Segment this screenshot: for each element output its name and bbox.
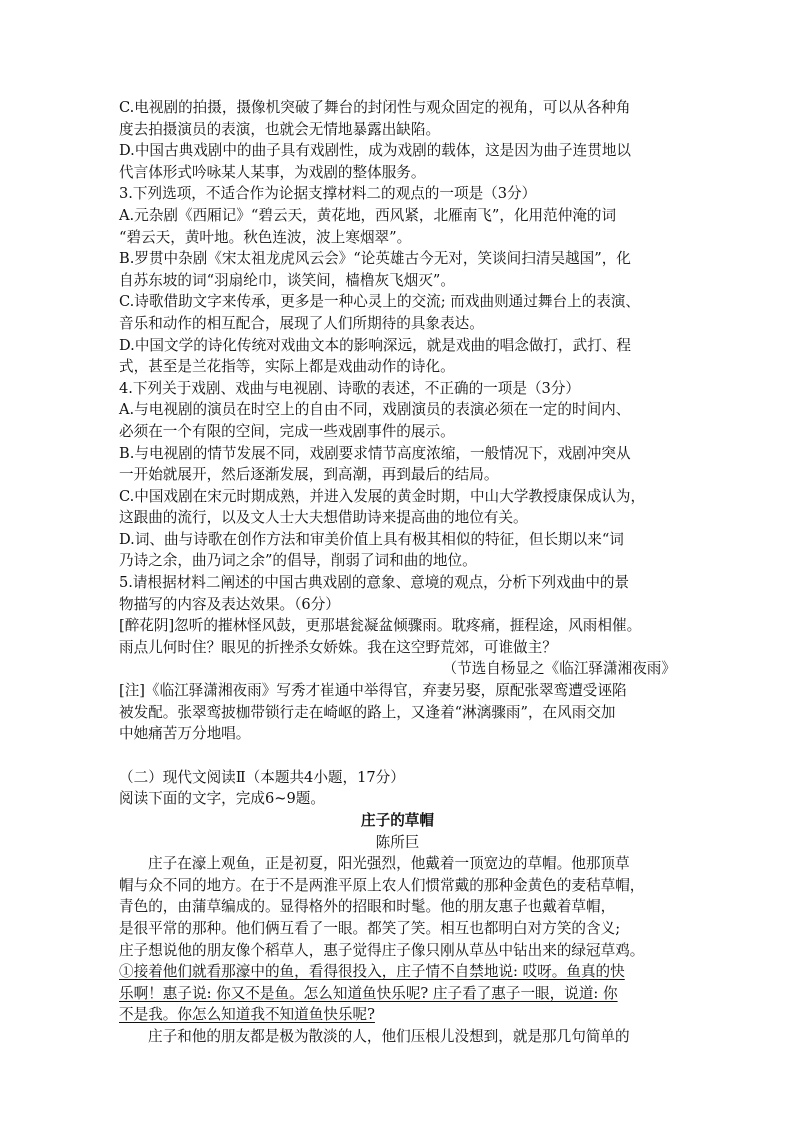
- text-line: 一开始就展开，然后逐渐发展，到高潮，再到最后的结局。: [119, 466, 499, 484]
- text-line: “碧云天，黄叶地。秋色连波，波上寒烟翠”。: [119, 228, 412, 246]
- text-line: C.诗歌借助文字来传承，更多是一种心灵上的交流; 而戏曲则通过舞台上的表演、: [119, 293, 641, 311]
- section-heading: （二）现代文阅读Ⅱ（本题共4小题，17分）: [119, 768, 405, 786]
- text-line: A.与电视剧的演员在时空上的自由不同，戏剧演员的表演必须在一定的时间内、: [119, 401, 631, 419]
- paragraph-line: 青色的，由蒲草编成的。显得格外的招眼和时髦。他的朋友惠子也戴着草帽，: [119, 898, 616, 916]
- paragraph-line: 庄子想说他的朋友像个稻草人，惠子觉得庄子像只刚从草丛中钻出来的绿冠草鸡。: [119, 941, 645, 959]
- underlined-text: ①接着他们就看那濠中的鱼，看得很投入，庄子情不自禁地说: 哎呀。鱼真的快: [119, 963, 625, 981]
- text-line: C.中国戏剧在宋元时期成熟，并进入发展的黄金时期，中山大学教授康保成认为，: [119, 487, 646, 505]
- text-line: D.中国文学的诗化传统对戏曲文本的影响深远，就是戏曲的唱念做打，武打、程: [119, 336, 632, 354]
- text-line: B.与电视剧的情节发展不同，戏剧要求情节高度浓缩，一般情况下，戏剧冲突从: [119, 444, 631, 462]
- note-line: 被发配。张翠鸾披枷带锁行走在崎岖的路上，又逢着“淋漓骤雨”，在风雨交加: [119, 703, 616, 721]
- note-line: [注]《临江驿潇湘夜雨》写秀才崔通中举得官，弃妻另娶，原配张翠鸾遭受诬陷: [119, 682, 627, 700]
- underlined-line: [119, 961, 676, 983]
- paragraph-line: 是很平常的那种。他们俩互看了一眼。都笑了笑。相互也都明白对方笑的含义;: [119, 919, 621, 937]
- document-page: [119, 97, 676, 1048]
- underlined-text: 不是我。你怎么知道我不知道鱼快乐呢?: [119, 1006, 375, 1024]
- text-line: 必须在一个有限的空间，完成一些戏剧事件的展示。: [119, 422, 455, 440]
- text-line: 物描写的内容及表达效果。（6分）: [119, 595, 340, 613]
- question-5: 5.请根据材料二阐述的中国古典戏剧的意象、意境的观点，分析下列戏曲中的景: [119, 574, 630, 592]
- text-line: 音乐和动作的相互配合，展现了人们所期待的具象表达。: [119, 314, 484, 332]
- story-title: 庄子的草帽: [361, 812, 434, 829]
- text-line: A.元杂剧《西厢记》“碧云天，黄花地，西风紧，北雁南飞”，化用范仲淹的词: [119, 206, 617, 224]
- story-author: 陈所巨: [375, 833, 420, 851]
- text-line: B.罗贯中杂剧《宋太祖龙虎风云会》“论英雄古今无对，笑谈间扫清吴越国”，化: [119, 250, 631, 268]
- paragraph-line: 庄子和他的朋友都是极为散淡的人，他们压根儿没想到，就是那几句简单的: [148, 1027, 630, 1045]
- text-line: D.词、曲与诗歌在创作方法和审美价值上具有极其相似的特征，但长期以来“词: [119, 530, 624, 548]
- paragraph-line: 帽与众不同的地方。在于不是两淮平原上农人们惯常戴的那种金黄色的麦秸草帽，: [119, 876, 645, 894]
- paragraph-line: 庄子在濠上观鱼，正是初夏，阳光强烈，他戴着一顶宽边的草帽。他那顶草: [148, 855, 630, 873]
- question-4: 4.下列关于戏剧、戏曲与电视剧、诗歌的表述，不正确的一项是（3分）: [119, 379, 581, 397]
- verse-line: 雨点儿何时住？眼见的折挫杀女娇姝。我在这空野荒郊，可谁做主？: [119, 638, 557, 656]
- text-line: 乃诗之余，曲乃词之余”的倡导，削弱了词和曲的地位。: [119, 552, 477, 570]
- spacer: [119, 745, 676, 767]
- note-line: 中她痛苦万分地唱。: [119, 725, 251, 743]
- question-3: 3.下列选项，不适合作为论据支撑材料二的观点的一项是（3分）: [119, 185, 537, 203]
- text-line: 度去拍摄演员的表演，也就会无情地暴露出缺陷。: [119, 120, 441, 138]
- underlined-line: [119, 1004, 676, 1026]
- text-line: C.电视剧的拍摄，摄像机突破了舞台的封闭性与观众固定的视角，可以从各种角: [119, 99, 631, 116]
- source-citation: （节选自杨显之《临江驿潇湘夜雨》: [442, 660, 676, 678]
- text-line: 式，甚至是兰花指等，实际上都是戏曲动作的诗化。: [119, 358, 455, 376]
- text-line: D.中国古典戏剧中的曲子具有戏剧性，成为戏剧的载体，这是因为曲子连贯地以: [119, 142, 632, 160]
- reading-section: [119, 767, 676, 1048]
- text-line: 代言体形式吟咏某人某事，为戏剧的整体服务。: [119, 163, 426, 181]
- section-instruction: 阅读下面的文字，完成6~9题。: [119, 790, 325, 808]
- underlined-line: [119, 983, 676, 1005]
- verse-line: [醉花阴]忽听的摧林怪风鼓，更那堪瓮凝盆倾骤雨。耽疼痛，捱程途，风雨相催。: [119, 617, 642, 635]
- text-line: 这跟曲的流行，以及文人士大夫想借助诗来提高曲的地位有关。: [119, 509, 528, 527]
- underlined-text: 乐啊！惠子说: 你又不是鱼。怎么知道鱼快乐呢? 庄子看了惠子一眼，说道: 你: [119, 984, 618, 1002]
- text-line: 自苏东坡的词“羽扇纶巾，谈笑间，樯橹灰飞烟灭”。: [119, 271, 455, 289]
- questions-block: [119, 97, 676, 745]
